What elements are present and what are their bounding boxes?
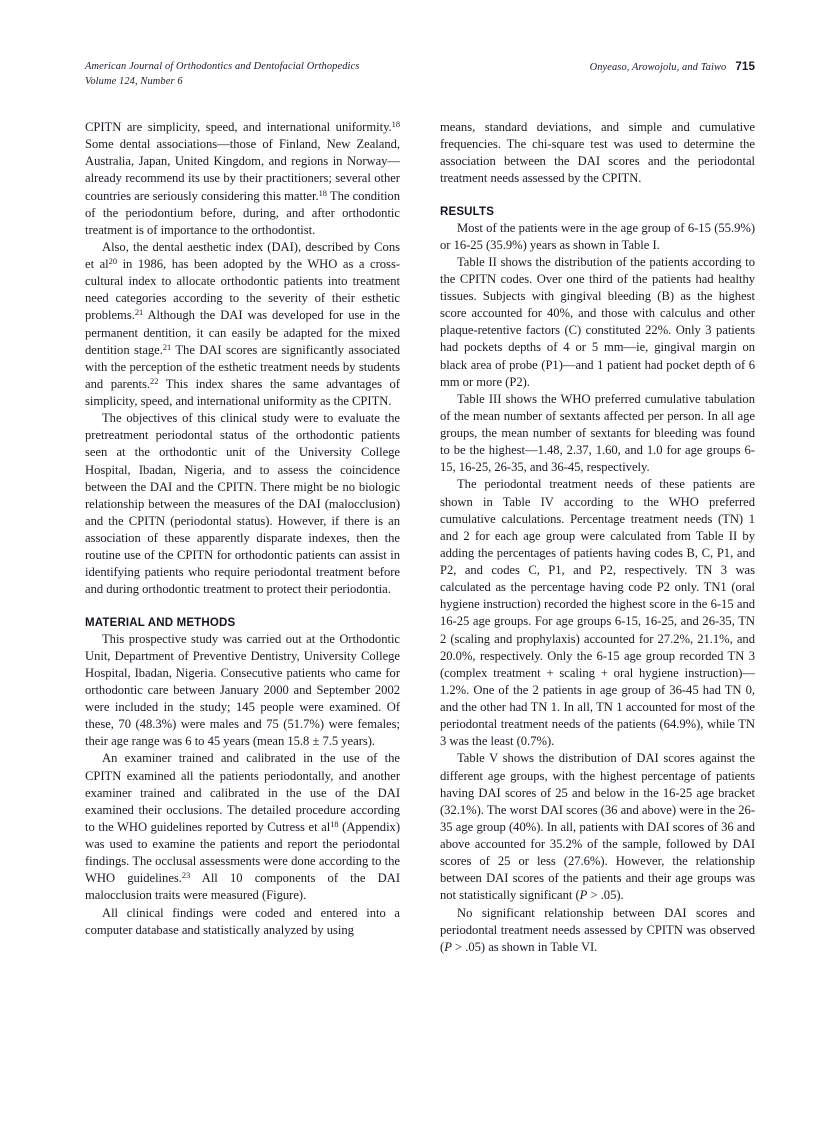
text-run: Table II shows the distribution of the patients according to the CPITN codes. Over one third of the patients had healthy tissues. Subjects with gingival bleeding (B) as the highest score accounted for 40%, and those with calculus and other plaque-retentive factors (C) constituted 22%. Only 3 patients had pockets depths of 4 or 5 mm—ie, gingival margin on black area of probe (P1)—and 1 patient had pocket depth of 6 mm or more (P2). xyxy=(440,254,755,389)
results-paragraphs xyxy=(440,220,755,956)
text-run: Although the DAI was developed for use in the permanent dentition, it can easily be adapted for the mixed dentition stage. xyxy=(85,308,400,357)
reference-superscript: 21 xyxy=(162,342,172,352)
paragraph-analysis-continued xyxy=(440,119,755,188)
body-columns xyxy=(85,119,755,956)
right-column xyxy=(440,119,755,956)
text-run: Most of the patients were in the age group of 6-15 (55.9%) or 16-25 (35.9%) years as shown in Table I. xyxy=(440,220,755,252)
paragraph-age-groups xyxy=(440,220,755,254)
text-run: All clinical findings were coded and entered into a computer database and statistically analyzed by using xyxy=(85,905,400,937)
reference-superscript: 18 xyxy=(330,820,339,830)
paragraph-table-ii xyxy=(440,254,755,391)
text-run: means, standard deviations, and simple and cumulative frequencies. The chi-square test was used to determine the association between the DAI scores and the periodontal treatment needs assessed by the CPITN. xyxy=(440,120,755,186)
paragraph-objectives xyxy=(85,410,400,598)
italic-text: P xyxy=(579,888,588,903)
reference-superscript: 23 xyxy=(181,871,191,881)
paragraph-table-vi xyxy=(440,905,755,956)
reference-superscript: 20 xyxy=(108,257,118,267)
text-run: Table V shows the distribution of DAI scores against the different age groups, with the highest percentage of patients having DAI scores of 25 and below in the 16-25 age bracket (32.1%). The worst DAI scores (36 and above) were in the 26-35 age group (40%). In all, patients with DAI scores of 36 and above accounted for 35.2% of the sample, followed by DAI scores of 25 or less (27.6%). However, the relationship between DAI scores of the patients and their age groups was not statistically significant ( xyxy=(440,751,755,903)
text-run: CPITN are simplicity, speed, and international uniformity. xyxy=(85,120,392,134)
text-run: in 1986, has been adopted by the WHO as a cross-cultural index to allocate orthodontic patients into treatment need categories according to the severity of their esthetic problems. xyxy=(85,257,400,323)
text-run: This prospective study was carried out at the Orthodontic Unit, Department of Preventive Dentistry, University College Hospital, Ibadan, Nigeria. Consecutive patients who came for orthodontic care between January 2000 and September 2002 were included in the study; 145 people were examined. Of these, 70 (48.3%) were males and 75 (51.7%) were females; their age range was 6 to 45 years (mean 15.8 ± 7.5 years). xyxy=(85,631,400,749)
text-run: An examiner trained and calibrated in the use of the CPITN examined all the patients periodontally, and another examiner trained and calibrated in the use of the DAI examined their occlusions. The detailed procedure according to the WHO guidelines reported by Cutress et al xyxy=(85,751,400,834)
paragraph-table-iii xyxy=(440,391,755,477)
methods-paragraphs xyxy=(85,631,400,939)
running-head-authors-page xyxy=(590,60,755,76)
reference-superscript: 22 xyxy=(150,377,159,387)
text-run: Also, the dental aesthetic index (DAI), described by Cons et al xyxy=(85,239,400,271)
reference-superscript: 21 xyxy=(134,308,144,318)
left-column xyxy=(85,119,400,956)
left-column-paragraphs xyxy=(85,119,400,599)
text-run: Table III shows the WHO preferred cumulative tabulation of the mean number of sextants affected per person. In all age groups, the mean number of sextants for bleeding was found to be the highest—1.48, 2.37, 1.60, and 1.0 for age groups 6-15, 16-25, 26-35, and 36-45, respectively. xyxy=(440,391,755,475)
paragraph-analysis-start xyxy=(85,905,400,939)
text-run: No significant relationship between DAI scores and periodontal treatment needs assessed by CPITN was observed ( xyxy=(440,905,755,954)
right-column-top-paragraphs xyxy=(440,119,755,188)
paragraph-dai-description xyxy=(85,239,400,410)
text-run: The condition of the periodontium before, during, and after orthodontic treatment is of importance to the orthodontist. xyxy=(85,188,400,237)
paragraph-examiners xyxy=(85,750,400,904)
running-head xyxy=(85,60,755,94)
page-number: 715 xyxy=(735,60,755,73)
text-run: > .05) as shown in Table VI. xyxy=(451,939,598,954)
text-run: The periodontal treatment needs of these patients are shown in Table IV according to the WHO preferred cumulative calculations. Percentage treatment needs (TN) 1 and 2 for each age group were calculated from Table II by adding the percentages of patients having codes B, C, P1, and P2, and codes C, P1, and P2, respectively. TN 3 was calculated as the percentage having code P2 only. TN1 (oral hygiene instruction) recorded the highest score in the 6-15 and 16-25 age groups. For age groups 6-15, 16-25, and 26-35, TN 2 (scaling and prophylaxis) accounted for 27.2%, 21.1%, and 20.0%, respectively. Only the 6-15 age group recorded TN 3 (complex treatment + scaling + oral hygiene instruction)—1.2%. One of the 2 patients in age group of 36-45 had TN 0, and the other had TN 1. In all, TN 1 accounted for most of the periodontal treatment needs of the patients (64.9%), while TN 3 was the least (0.7%). xyxy=(440,477,755,749)
running-head-journal xyxy=(85,60,359,89)
paragraph-cpitn-simplicity xyxy=(85,119,400,239)
paragraph-table-v xyxy=(440,750,755,904)
text-run: (Appendix) was used to examine the patients and report the periodontal findings. The occlusal assessments were done according to the WHO guidelines. xyxy=(85,819,401,886)
text-run: All 10 components of the DAI malocclusion traits were measured (Figure). xyxy=(85,871,401,903)
heading-material-and-methods: MATERIAL AND METHODS xyxy=(85,616,236,629)
text-run: > .05). xyxy=(587,888,624,903)
text-run: Some dental associations—those of Finland, New Zealand, Australia, Japan, United Kingdom, and regions in Norway—already recommend its use by their practitioners; several other countries are seriously considering this matter. xyxy=(85,137,400,203)
reference-superscript: 18 xyxy=(318,188,327,198)
reference-superscript: 18 xyxy=(391,120,400,130)
heading-results: RESULTS xyxy=(440,205,495,218)
paragraph-study-setting xyxy=(85,631,400,751)
text-run: The DAI scores are significantly associated with the perception of the esthetic treatment needs by students and parents. xyxy=(85,342,400,391)
paragraph-table-iv xyxy=(440,476,755,750)
author-list: Onyeaso, Arowojolu, and Taiwo xyxy=(589,62,727,73)
text-run: This index shares the same advantages of simplicity, speed, and international uniformity as the CPITN. xyxy=(85,376,400,408)
italic-text: P xyxy=(444,939,452,954)
journal-volume-line: Volume 124, Number 6 xyxy=(85,75,183,87)
text-run: The objectives of this clinical study were to evaluate the pretreatment periodontal status of the orthodontic patients seen at the orthodontic unit of the University College Hospital, Ibadan, Nigeria, and to assess the coincidence between the DAI and the CPITN. There might be no biologic relationship between the measures of the DAI (malocclusion) and the CPITN (periodontal status). However, if there is an association of these apparently disparate indexes, then the routine use of the CPITN for orthodontic patients can assist in identifying patients who require periodontal treatment before and during orthodontic treatment to protect their periodontia. xyxy=(85,411,400,597)
journal-title-line1: American Journal of Orthodontics and Dentofacial Orthopedics xyxy=(85,61,360,72)
